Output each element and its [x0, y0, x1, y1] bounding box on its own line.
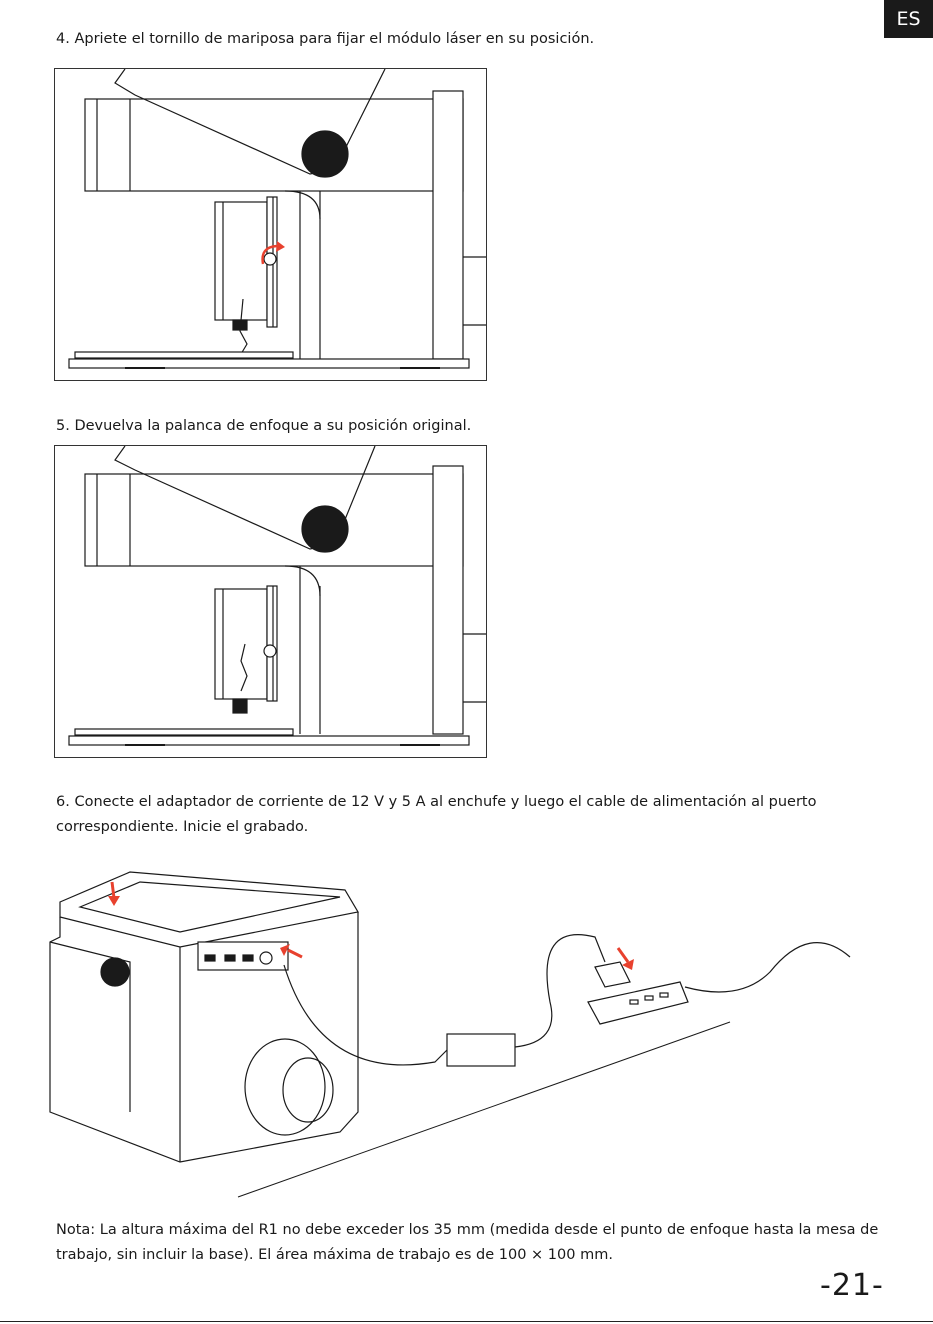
- figure-focus-lever: [54, 445, 487, 758]
- figure-tighten-screw: [54, 68, 487, 381]
- step-6-text: 6. Conecte el adaptador de corriente de 12 V y 5 A al enchufe y luego el cable de alimentación al puerto correspondiente. Inicie el grabado.: [56, 794, 817, 835]
- page-number: -21-: [820, 1268, 884, 1303]
- language-badge: ES: [884, 0, 933, 38]
- step-5-text: 5. Devuelva la palanca de enfoque a su posición original.: [56, 418, 472, 434]
- note-text: Nota: La altura máxima del R1 no debe exceder los 35 mm (medida desde el punto de enfoque hasta la mesa de trabajo, sin incluir la base). El área máxima de trabajo es de 100 × 100 mm.: [56, 1222, 879, 1263]
- figure-power-connection: [40, 862, 870, 1207]
- bottom-rule: [0, 1321, 933, 1322]
- step-4-text: 4. Apriete el tornillo de mariposa para fijar el módulo láser en su posición.: [56, 31, 595, 47]
